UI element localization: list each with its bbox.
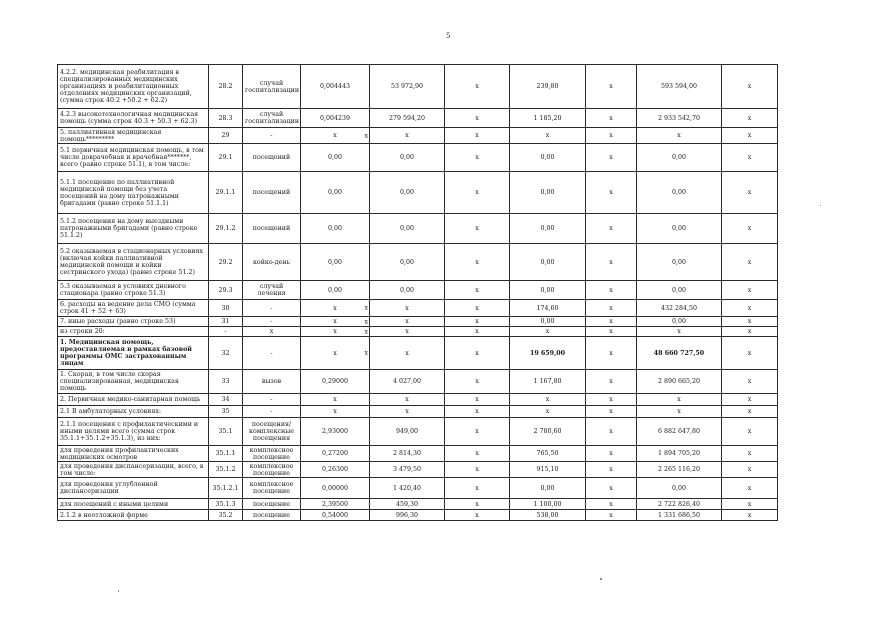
row-name-cell: 1. Скорая, в том числе скорая специализированная, медицинская помощь (58, 370, 209, 394)
norm-volume-value: x (333, 328, 337, 335)
unit-cell: посещений (243, 144, 301, 172)
cost-oms-cell: 0,00 (637, 214, 722, 244)
cost-oms-cell: 0,00 (637, 172, 722, 214)
per-capita-budget-cell: x (445, 418, 510, 446)
norm-volume-cell (301, 300, 370, 317)
cost-oms-cell: 0,00 (637, 478, 722, 499)
row-code-cell: 35.1.2 (209, 462, 243, 478)
norm-volume-cell: 0,27200 (301, 446, 370, 462)
row-name-cell: 5.1.2 посещения на дому выездными патронажными бригадами (равно строке 51.1.2) (58, 214, 209, 244)
row-name-cell: 4.2.3 высокотехнологичная медицинская помощь (сумма строк 40.3 + 50.3 + 62.3) (58, 109, 209, 128)
row-name-cell: 5.1.1 посещение по паллиативной медицинской помощи без учета посещений на дому патронажными бригадами (равно строке 51.1.1) (58, 172, 209, 214)
row-code-cell: - (209, 327, 243, 337)
scan-mark (118, 590, 119, 592)
cost-budget-cell: x (586, 214, 637, 244)
row-code-cell: 28.2 (209, 65, 243, 109)
row-code-cell: 35.1.3 (209, 499, 243, 510)
unit-cell: случай лечения (243, 281, 301, 300)
norm-cost-cell: 0,00 (370, 244, 445, 281)
per-capita-oms-cell: 0,00 (510, 478, 586, 499)
row-name-cell: для проведения профилактических медицинских осмотров (58, 446, 209, 462)
row-name-cell: 2. Первичная медико-санитарная помощь (58, 394, 209, 406)
table-row (58, 109, 778, 128)
cost-budget-cell: x (586, 244, 637, 281)
share-cell: x (722, 370, 778, 394)
share-cell: x (722, 406, 778, 418)
per-capita-budget-cell: x (445, 281, 510, 300)
per-capita-budget-cell: x (445, 144, 510, 172)
cost-budget-cell: x (586, 172, 637, 214)
norm-volume-extra-mark: x (364, 318, 368, 325)
cost-oms-cell: x (637, 128, 722, 144)
share-cell: x (722, 462, 778, 478)
norm-cost-cell: 2 814,30 (370, 446, 445, 462)
per-capita-oms-cell: 0,00 (510, 214, 586, 244)
table-row (58, 144, 778, 172)
per-capita-oms-cell: 174,60 (510, 300, 586, 317)
unit-cell: случай госпитализации (243, 65, 301, 109)
norm-cost-cell: x (370, 337, 445, 370)
per-capita-budget-cell: x (445, 109, 510, 128)
cost-oms-cell: x (637, 327, 722, 337)
row-name-cell: 2.1 В амбулаторных условиях: (58, 406, 209, 418)
row-code-cell: 30 (209, 300, 243, 317)
row-code-cell: 29 (209, 128, 243, 144)
cost-budget-cell: x (586, 65, 637, 109)
row-code-cell: 33 (209, 370, 243, 394)
norm-volume-cell (301, 317, 370, 327)
cost-budget-cell: x (586, 317, 637, 327)
page-number: 5 (446, 32, 451, 40)
row-code-cell: 29.1.2 (209, 214, 243, 244)
per-capita-oms-cell: 538,00 (510, 510, 586, 521)
norm-cost-cell: 279 594,20 (370, 109, 445, 128)
norm-cost-cell: 949,00 (370, 418, 445, 446)
table-row (58, 65, 778, 109)
norm-volume-value: x (333, 349, 337, 357)
cost-budget-cell: x (586, 300, 637, 317)
norm-volume-cell: 0,54000 (301, 510, 370, 521)
norm-volume-value: x (333, 304, 337, 312)
row-name-cell: из строки 20: (58, 327, 209, 337)
row-name-cell: 4.2.2. медицинская реабилитация в специализированных медицинских организациях и реабилитационных отделениях медицинских организаций, (сумма строк 40.2 +50.2 + 62.2) (58, 65, 209, 109)
norm-volume-extra-mark: x (364, 132, 368, 139)
norm-volume-cell: 0,29000 (301, 370, 370, 394)
norm-cost-cell: x (370, 300, 445, 317)
cost-budget-cell: x (586, 418, 637, 446)
cost-budget-cell: x (586, 406, 637, 418)
per-capita-budget-cell: x (445, 406, 510, 418)
unit-cell: посещения/комплексные посещения (243, 418, 301, 446)
cost-budget-cell: x (586, 462, 637, 478)
cost-budget-cell: x (586, 499, 637, 510)
share-cell: x (722, 300, 778, 317)
table-row (58, 128, 778, 144)
cost-oms-cell: 2 890 665,20 (637, 370, 722, 394)
norm-cost-cell: 53 972,90 (370, 65, 445, 109)
norm-volume-cell (301, 337, 370, 370)
cost-oms-cell: 6 882 647,80 (637, 418, 722, 446)
per-capita-budget-cell: x (445, 172, 510, 214)
table-row (58, 300, 778, 317)
unit-cell: комплексное посещение (243, 478, 301, 499)
unit-cell: случай госпитализации (243, 109, 301, 128)
row-code-cell: 29.2 (209, 244, 243, 281)
row-name-cell: 6. расходы на ведение дела СМО (сумма строк 41 + 52 + 63) (58, 300, 209, 317)
cost-oms-cell: 0,00 (637, 144, 722, 172)
per-capita-budget-cell: x (445, 510, 510, 521)
unit-cell: - (243, 337, 301, 370)
cost-budget-cell: x (586, 510, 637, 521)
cost-budget-cell: x (586, 446, 637, 462)
share-cell: x (722, 337, 778, 370)
cost-budget-cell: x (586, 327, 637, 337)
row-code-cell: 29.1 (209, 144, 243, 172)
cost-budget-cell: x (586, 281, 637, 300)
row-name-cell: 2.1.2 в неотложной форме (58, 510, 209, 521)
unit-cell: x (243, 327, 301, 337)
cost-budget-cell: x (586, 128, 637, 144)
cost-oms-cell: 0,00 (637, 317, 722, 327)
per-capita-oms-cell: 2 780,60 (510, 418, 586, 446)
share-cell: x (722, 172, 778, 214)
row-name-cell: 7. иные расходы (равно строке 53) (58, 317, 209, 327)
norm-volume-cell: 2,39500 (301, 499, 370, 510)
row-name-cell: 5. паллиативная медицинская помощь********* (58, 128, 209, 144)
share-cell: x (722, 109, 778, 128)
per-capita-budget-cell: x (445, 300, 510, 317)
table-row (58, 462, 778, 478)
norm-volume-cell: 0,00 (301, 281, 370, 300)
per-capita-budget-cell: x (445, 499, 510, 510)
per-capita-budget-cell: x (445, 65, 510, 109)
row-name-cell: для проведения углубленной диспансеризации (58, 478, 209, 499)
unit-cell: посещение (243, 510, 301, 521)
per-capita-budget-cell: x (445, 462, 510, 478)
per-capita-budget-cell: x (445, 478, 510, 499)
unit-cell: - (243, 406, 301, 418)
norm-volume-cell: 0,00 (301, 172, 370, 214)
per-capita-budget-cell: x (445, 128, 510, 144)
norm-volume-cell: 0,00 (301, 244, 370, 281)
per-capita-oms-cell: 765,50 (510, 446, 586, 462)
share-cell: x (722, 446, 778, 462)
share-cell: x (722, 144, 778, 172)
norm-cost-cell: x (370, 406, 445, 418)
table-row (58, 478, 778, 499)
table-row (58, 317, 778, 327)
unit-cell: комплексное посещение (243, 462, 301, 478)
share-cell: x (722, 214, 778, 244)
per-capita-budget-cell: x (445, 244, 510, 281)
cost-budget-cell: x (586, 370, 637, 394)
norm-volume-cell: 2,93000 (301, 418, 370, 446)
per-capita-oms-cell: x (510, 327, 586, 337)
unit-cell: посещений (243, 214, 301, 244)
table-row (58, 370, 778, 394)
norm-cost-cell: 0,00 (370, 214, 445, 244)
share-cell: x (722, 394, 778, 406)
table-row (58, 446, 778, 462)
per-capita-budget-cell: x (445, 394, 510, 406)
share-cell: x (722, 244, 778, 281)
norm-volume-cell: 0,00 (301, 144, 370, 172)
per-capita-oms-cell: 0,00 (510, 144, 586, 172)
per-capita-oms-cell: 1 100,00 (510, 499, 586, 510)
table-row (58, 244, 778, 281)
per-capita-budget-cell: x (445, 370, 510, 394)
cost-oms-cell: 1 894 705,20 (637, 446, 722, 462)
share-cell: x (722, 499, 778, 510)
scan-mark (600, 578, 602, 580)
norm-cost-cell: x (370, 327, 445, 337)
per-capita-oms-cell: 1 185,20 (510, 109, 586, 128)
norm-cost-cell: 0,00 (370, 172, 445, 214)
share-cell: x (722, 128, 778, 144)
norm-cost-cell: x (370, 128, 445, 144)
norm-volume-value: x (333, 132, 337, 139)
per-capita-oms-cell: 1 167,80 (510, 370, 586, 394)
cost-oms-cell: x (637, 406, 722, 418)
unit-cell: посещений (243, 172, 301, 214)
norm-volume-extra-mark: x (364, 304, 368, 312)
row-code-cell: 35.1.2.1 (209, 478, 243, 499)
norm-cost-cell: x (370, 394, 445, 406)
norm-volume-cell: 0,00 (301, 214, 370, 244)
table-row (58, 337, 778, 370)
cost-budget-cell: x (586, 478, 637, 499)
per-capita-oms-cell: x (510, 406, 586, 418)
norm-cost-cell: 4 027,00 (370, 370, 445, 394)
share-cell: x (722, 478, 778, 499)
share-cell: x (722, 281, 778, 300)
per-capita-oms-cell: 0,00 (510, 172, 586, 214)
row-code-cell: 35 (209, 406, 243, 418)
cost-oms-cell: 0,00 (637, 281, 722, 300)
cost-oms-cell: 2 933 542,70 (637, 109, 722, 128)
norm-cost-cell: 3 479,50 (370, 462, 445, 478)
share-cell: x (722, 327, 778, 337)
row-name-cell: для посещений с иными целями (58, 499, 209, 510)
per-capita-budget-cell: x (445, 446, 510, 462)
scan-mark (820, 205, 821, 206)
unit-cell: - (243, 128, 301, 144)
cost-oms-cell: 432 284,50 (637, 300, 722, 317)
cost-oms-cell: 2 265 116,20 (637, 462, 722, 478)
table-row (58, 510, 778, 521)
table-row (58, 281, 778, 300)
row-code-cell: 35.1.1 (209, 446, 243, 462)
norm-cost-cell: 996,30 (370, 510, 445, 521)
unit-cell: - (243, 394, 301, 406)
row-name-cell: для проведения диспансеризации, всего, в том числе: (58, 462, 209, 478)
row-name-cell: 1. Медицинская помощь, предоставляемая в рамках базовой программы ОМС застрахованным лицам (58, 337, 209, 370)
row-code-cell: 31 (209, 317, 243, 327)
norm-volume-cell: 0,00000 (301, 478, 370, 499)
unit-cell: - (243, 300, 301, 317)
norm-cost-cell: x (370, 317, 445, 327)
norm-volume-cell: 0,26300 (301, 462, 370, 478)
norm-volume-cell (301, 128, 370, 144)
cost-oms-cell: x (637, 394, 722, 406)
norm-cost-cell: 459,30 (370, 499, 445, 510)
table-row (58, 406, 778, 418)
per-capita-budget-cell: x (445, 214, 510, 244)
row-name-cell: 2.1.1 посещения с профилактическими и иными целями всего (сумма строк 35.1.1+35.1.2+35.1.3), из них: (58, 418, 209, 446)
per-capita-oms-cell: 19 659,00 (510, 337, 586, 370)
row-name-cell: 5.1 первичная медицинская помощь, в том числе доврачебная и врачебная*******, всего (равно строке 51.1), в том числе: (58, 144, 209, 172)
share-cell: x (722, 510, 778, 521)
cost-budget-cell: x (586, 394, 637, 406)
table-row (58, 214, 778, 244)
unit-cell: вызов (243, 370, 301, 394)
share-cell: x (722, 317, 778, 327)
per-capita-budget-cell: x (445, 337, 510, 370)
cost-budget-cell: x (586, 337, 637, 370)
per-capita-oms-cell: x (510, 394, 586, 406)
unit-cell: посещение (243, 499, 301, 510)
cost-oms-cell: 2 722 826,40 (637, 499, 722, 510)
norm-volume-cell: x (301, 394, 370, 406)
cost-oms-cell: 0,00 (637, 244, 722, 281)
row-code-cell: 28.3 (209, 109, 243, 128)
per-capita-oms-cell: 0,00 (510, 281, 586, 300)
row-code-cell: 29.1.1 (209, 172, 243, 214)
unit-cell: комплексное посещение (243, 446, 301, 462)
cost-budget-cell: x (586, 144, 637, 172)
table-row (58, 418, 778, 446)
row-code-cell: 32 (209, 337, 243, 370)
share-cell: x (722, 65, 778, 109)
share-cell: x (722, 418, 778, 446)
per-capita-budget-cell: x (445, 317, 510, 327)
norm-cost-cell: 0,00 (370, 281, 445, 300)
per-capita-budget-cell: x (445, 327, 510, 337)
cost-oms-cell: 593 594,00 (637, 65, 722, 109)
data-table (57, 64, 778, 521)
per-capita-oms-cell: x (510, 128, 586, 144)
norm-cost-cell: 1 420,40 (370, 478, 445, 499)
norm-volume-cell: 0,004239 (301, 109, 370, 128)
unit-cell: - (243, 317, 301, 327)
norm-volume-extra-mark: x (364, 328, 368, 335)
cost-oms-cell: 1 331 686,50 (637, 510, 722, 521)
row-name-cell: 5.2 оказываемая в стационарных условиях (включая койки паллиативной медицинской помощи и койки сестринского ухода) (равно строке 51.2) (58, 244, 209, 281)
per-capita-oms-cell: 0,00 (510, 317, 586, 327)
per-capita-oms-cell: 0,00 (510, 244, 586, 281)
row-code-cell: 29.3 (209, 281, 243, 300)
norm-volume-cell (301, 327, 370, 337)
norm-cost-cell: 0,00 (370, 144, 445, 172)
table-row (58, 499, 778, 510)
cost-oms-cell: 48 660 727,50 (637, 337, 722, 370)
row-name-cell: 5.3 оказываемая в условиях дневного стационара (равно строке 51.3) (58, 281, 209, 300)
row-code-cell: 34 (209, 394, 243, 406)
norm-volume-cell: x (301, 406, 370, 418)
table-row (58, 327, 778, 337)
per-capita-oms-cell: 239,80 (510, 65, 586, 109)
table-row (58, 172, 778, 214)
norm-volume-value: x (333, 318, 337, 325)
per-capita-oms-cell: 915,10 (510, 462, 586, 478)
table-row (58, 394, 778, 406)
row-code-cell: 35.1 (209, 418, 243, 446)
norm-volume-cell: 0,004443 (301, 65, 370, 109)
row-code-cell: 35.2 (209, 510, 243, 521)
norm-volume-extra-mark: x (364, 349, 368, 357)
unit-cell: койко-день (243, 244, 301, 281)
cost-budget-cell: x (586, 109, 637, 128)
